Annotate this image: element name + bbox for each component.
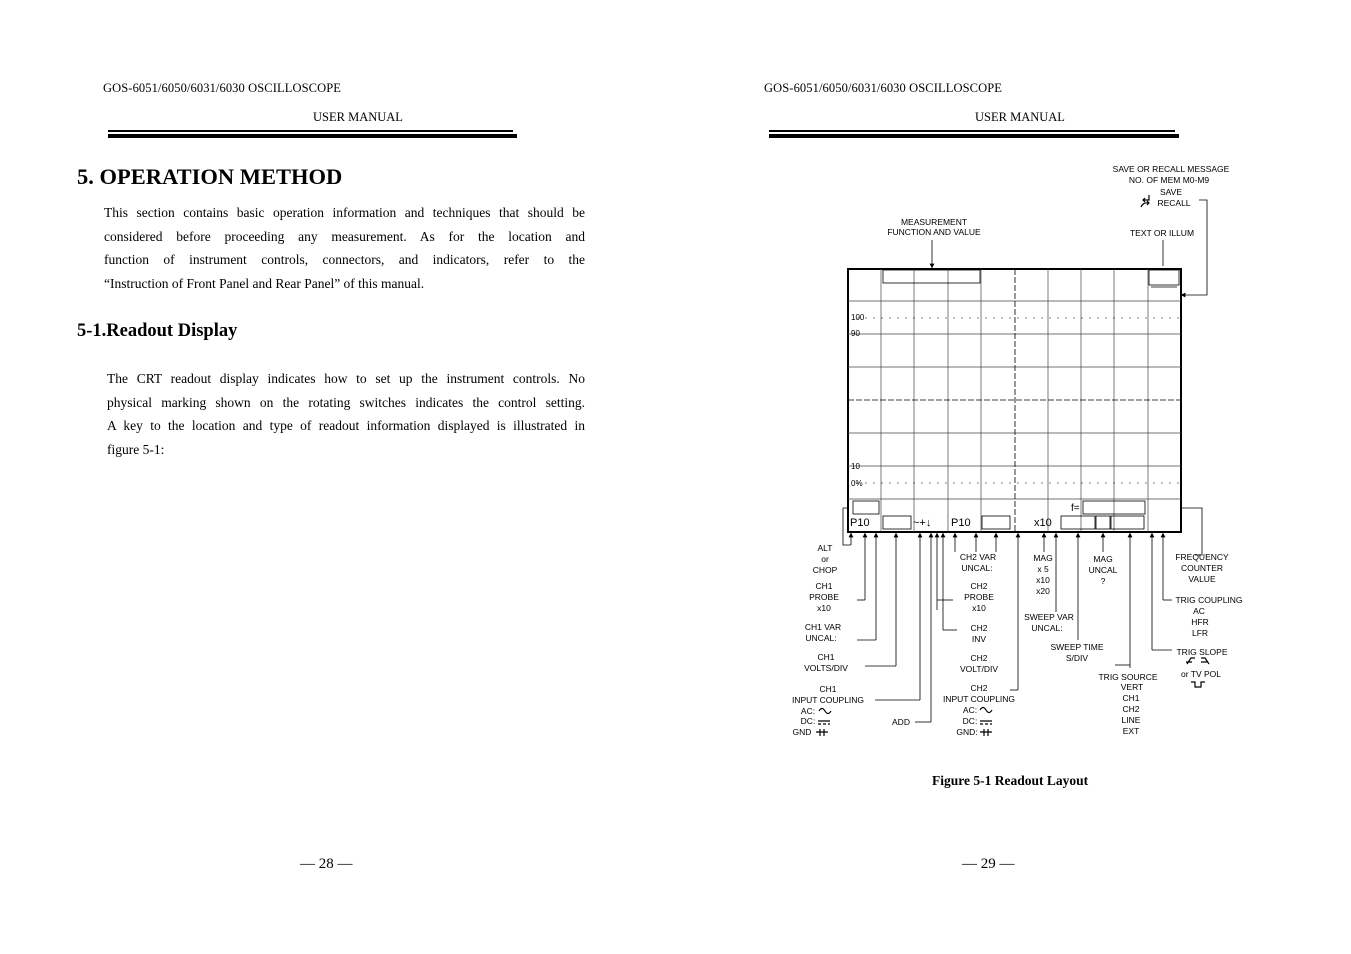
intro-line: considered before proceeding any measurement. As for the location and — [104, 228, 585, 244]
header-rule-thin — [108, 130, 513, 132]
recall-label: RECALL — [1157, 198, 1191, 208]
trig-source-ch1: CH1 — [1122, 693, 1140, 703]
tv-pol-label: or TV POL — [1181, 669, 1221, 679]
save-label: SAVE — [1159, 187, 1183, 197]
readout-line: figure 5-1: — [107, 442, 165, 458]
page-number: — 28 — — [300, 856, 353, 872]
falling-slope-icon — [1201, 658, 1209, 664]
header-manual: USER MANUAL — [975, 110, 1065, 124]
ch2-coupling-ac: AC: — [962, 705, 978, 715]
measurement-label: MEASUREMENT — [900, 217, 968, 227]
freq-label: f= — [1071, 503, 1080, 514]
intro-line: function of instrument controls, connectors, and indicators, refer to the — [104, 252, 585, 268]
ch1-probe-label: PROBE — [809, 592, 839, 602]
subsection-title: 5-1.Readout Display — [77, 321, 238, 341]
ch1-var-label: UNCAL: — [805, 633, 837, 643]
trig-source-ext: EXT — [1122, 726, 1140, 736]
text-illum-label: TEXT OR ILLUM — [1129, 228, 1195, 238]
ch2-var-label: CH2 VAR — [959, 552, 997, 562]
trig-coupling-ac: AC — [1193, 606, 1205, 616]
save-arrow-icon — [1143, 195, 1149, 202]
ch2-coupling-label: CH2 — [970, 683, 988, 693]
tv-pol-icon — [1191, 682, 1205, 687]
level-100-label: 100 — [851, 313, 865, 322]
ch2-probe-label: PROBE — [964, 592, 994, 602]
ch1-probe-label: CH1 — [815, 581, 833, 591]
ch2-volt-label: VOLT/DIV — [959, 664, 999, 674]
ch2-volt-label: CH2 — [970, 653, 988, 663]
sweep-time-label: SWEEP TIME — [1050, 642, 1104, 652]
measurement-label: FUNCTION AND VALUE — [887, 227, 981, 237]
ground-icon — [816, 729, 828, 736]
mag-label: MAG — [1033, 553, 1053, 563]
readout-line: The CRT readout display indicates how to set up the instrument controls. No — [107, 371, 585, 386]
level-90-label: 90 — [851, 329, 860, 338]
trig-source-line: LINE — [1121, 715, 1141, 725]
figure-caption: Figure 5-1 Readout Layout — [932, 773, 1089, 788]
freq-counter-label: COUNTER — [1180, 563, 1224, 573]
readout-line: A key to the location and type of readout information displayed is illustrated in — [107, 418, 585, 434]
readout-x10: x10 — [1034, 517, 1052, 529]
ch2-coupling-dc: DC: — [962, 716, 978, 726]
dc-icon — [818, 721, 830, 724]
ch2-probe-label: x10 — [972, 603, 986, 613]
dc-icon — [980, 721, 992, 724]
ch1-coupling-label: INPUT COUPLING — [791, 695, 865, 705]
ch1-coupling-ac: AC: — [800, 706, 816, 716]
ch1-probe-label: x10 — [817, 603, 831, 613]
mag-label: x 5 — [1037, 564, 1049, 574]
sweep-var-label: UNCAL: — [1031, 623, 1063, 633]
ch1-coupling-gnd: GND — [792, 727, 812, 737]
ch2-coupling-label: INPUT COUPLING — [942, 694, 1016, 704]
alt-chop-label: ALT — [817, 543, 833, 553]
crt-screen — [848, 269, 1181, 532]
alt-chop-label: or — [821, 554, 829, 564]
mag-label: x10 — [1036, 575, 1050, 585]
freq-counter-label: FREQUENCY — [1175, 552, 1229, 562]
save-recall-label: SAVE OR RECALL MESSAGE — [1112, 164, 1230, 174]
add-label: ADD — [892, 717, 910, 727]
level-0-label: 0% — [851, 479, 863, 488]
ac-wave-icon — [819, 709, 831, 714]
trig-slope-label: TRIG SLOPE — [1176, 647, 1228, 657]
ground-icon — [980, 729, 992, 736]
section-title: 5. OPERATION METHOD — [77, 164, 343, 189]
intro-line: “Instruction of Front Panel and Rear Panel” of this manual. — [104, 276, 425, 292]
freq-counter-label: VALUE — [1188, 574, 1216, 584]
mag-label: x20 — [1036, 586, 1050, 596]
save-recall-label: NO. OF MEM M0-M9 — [1128, 175, 1210, 185]
ch2-probe-label: CH2 — [970, 581, 988, 591]
ch1-volts-label: CH1 — [817, 652, 835, 662]
header-model: GOS-6051/6050/6031/6030 OSCILLOSCOPE — [764, 81, 1002, 95]
trig-coupling-lfr: LFR — [1191, 628, 1209, 638]
page-number: — 29 — — [962, 856, 1015, 872]
level-10-label: 10 — [851, 462, 860, 471]
mag-uncal-label: MAG — [1093, 554, 1113, 564]
ch1-var-label: CH1 VAR — [804, 622, 842, 632]
trig-source-label: TRIG SOURCE — [1098, 672, 1158, 682]
mag-uncal-label: ? — [1100, 576, 1106, 586]
readout-p10-ch1: P10 — [850, 517, 870, 529]
trig-source-ch2: CH2 — [1122, 704, 1140, 714]
ch1-volts-label: VOLTS/DIV — [804, 663, 848, 673]
readout-line: physical marking shown on the rotating switches indicates the control setting. — [107, 394, 585, 410]
ac-wave-icon — [980, 708, 992, 713]
ch2-var-label: UNCAL: — [961, 563, 993, 573]
ch2-inv-label: CH2 — [970, 623, 988, 633]
readout-layout-figure — [675, 0, 1351, 954]
trig-coupling-hfr: HFR — [1191, 617, 1209, 627]
header-rule-thick — [108, 134, 517, 138]
readout-p10-ch2: P10 — [951, 517, 971, 529]
sweep-time-label: S/DIV — [1065, 653, 1089, 663]
ch2-inv-label: INV — [971, 634, 987, 644]
readout-paragraph — [107, 367, 585, 462]
left-page — [0, 0, 675, 954]
alt-chop-label: CHOP — [812, 565, 838, 575]
sweep-var-label: SWEEP VAR — [1024, 612, 1074, 622]
header-manual: USER MANUAL — [313, 110, 403, 124]
header-model: GOS-6051/6050/6031/6030 OSCILLOSCOPE — [103, 81, 341, 95]
ch1-coupling-label: CH1 — [819, 684, 837, 694]
right-page — [675, 0, 1351, 954]
rising-slope-icon — [1186, 658, 1195, 664]
trig-coupling-label: TRIG COUPLING — [1175, 595, 1243, 605]
intro-line: This section contains basic operation information and techniques that should be — [104, 205, 585, 220]
intro-paragraph — [104, 201, 585, 296]
mag-uncal-label: UNCAL — [1088, 565, 1118, 575]
ch1-coupling-dc: DC: — [800, 716, 816, 726]
ch2-coupling-gnd: GND: — [956, 727, 978, 737]
trig-source-vert: VERT — [1120, 682, 1144, 692]
readout-coupling-add: ~+↓ — [913, 517, 932, 529]
